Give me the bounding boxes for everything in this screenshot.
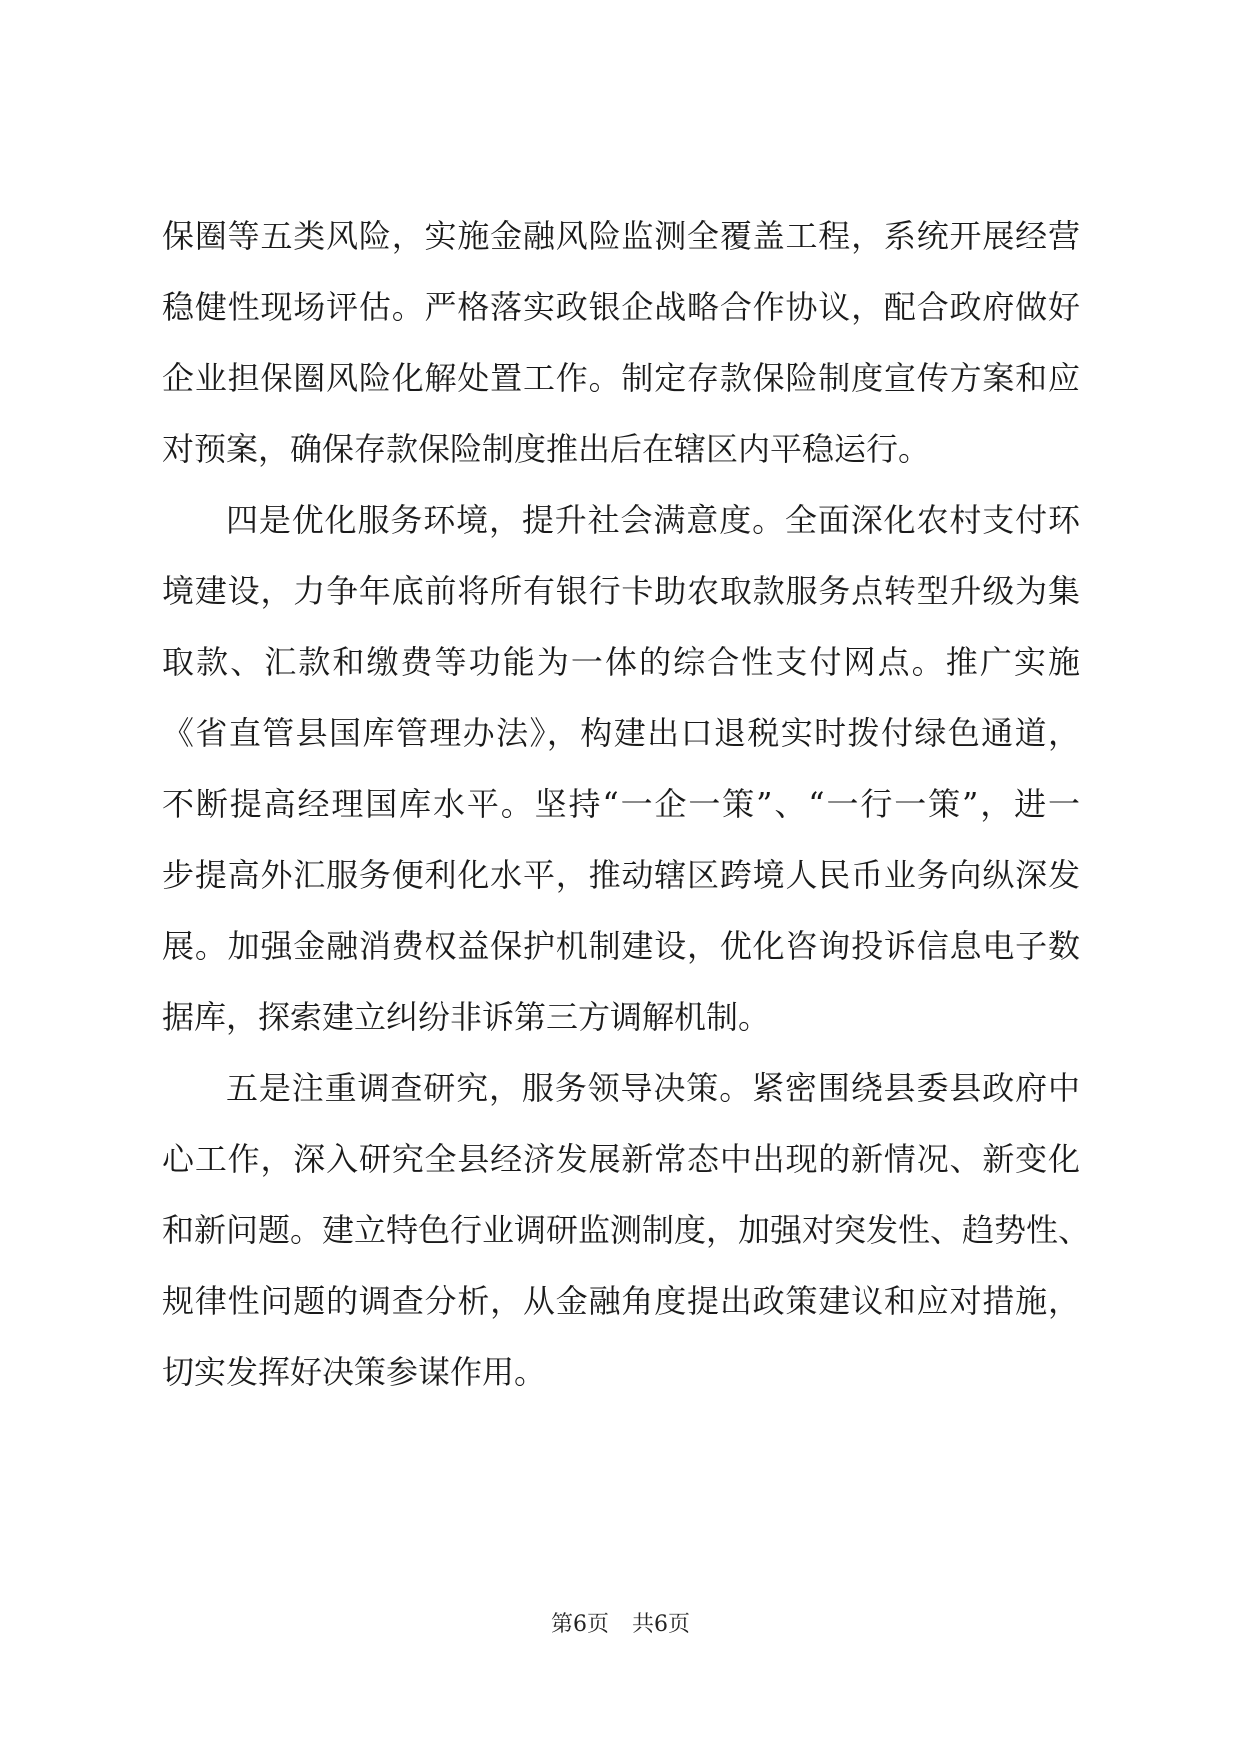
- paragraph-line: 切实发挥好决策参谋作用。: [162, 1353, 547, 1391]
- paragraph-line: 境建设，力争年底前将所有银行卡助农取款服务点转型升级为集: [162, 572, 1080, 610]
- paragraph-line: 不断提高经理国库水平。坚持“一企一策”、“一行一策”，进一: [162, 785, 1080, 823]
- paragraph-line: 心工作，深入研究全县经济发展新常态中出现的新情况、新变化: [162, 1140, 1080, 1178]
- page-footer: [0, 1610, 1241, 1640]
- paragraph-line: 据库，探索建立纠纷非诉第三方调解机制。: [162, 998, 771, 1036]
- paragraph-line: 步提高外汇服务便利化水平，推动辖区跨境人民币业务向纵深发: [162, 856, 1080, 894]
- page-number-current: 第6页: [551, 1612, 609, 1637]
- page-number-total: 共6页: [632, 1612, 690, 1637]
- paragraph-line: 展。加强金融消费权益保护机制建设，优化咨询投诉信息电子数: [162, 927, 1080, 965]
- paragraph-line: 企业担保圈风险化解处置工作。制定存款保险制度宣传方案和应: [162, 359, 1080, 397]
- paragraph-2: [162, 485, 1080, 1053]
- paragraph-line: 稳健性现场评估。严格落实政银企战略合作协议，配合政府做好: [162, 288, 1080, 326]
- paragraph-line: 四是优化服务环境，提升社会满意度。全面深化农村支付环: [226, 501, 1080, 539]
- paragraph-line: 规律性问题的调查分析，从金融角度提出政策建议和应对措施，: [162, 1282, 1080, 1320]
- document-body: [162, 201, 1091, 1408]
- paragraph-3: [162, 1053, 1091, 1408]
- paragraph-line: 对预案，确保存款保险制度推出后在辖区内平稳运行。: [162, 430, 931, 468]
- paragraph-line: 和新问题。建立特色行业调研监测制度，加强对突发性、趋势性、: [162, 1211, 1091, 1249]
- paragraph-line: 《省直管县国库管理办法》，构建出口退税实时拨付绿色通道，: [162, 714, 1080, 752]
- paragraph-line: 保圈等五类风险，实施金融风险监测全覆盖工程，系统开展经营: [162, 217, 1080, 255]
- paragraph-line: 取款、汇款和缴费等功能为一体的综合性支付网点。推广实施: [162, 643, 1080, 681]
- paragraph-1: [162, 201, 1080, 485]
- paragraph-line: 五是注重调查研究，服务领导决策。紧密围绕县委县政府中: [226, 1069, 1080, 1107]
